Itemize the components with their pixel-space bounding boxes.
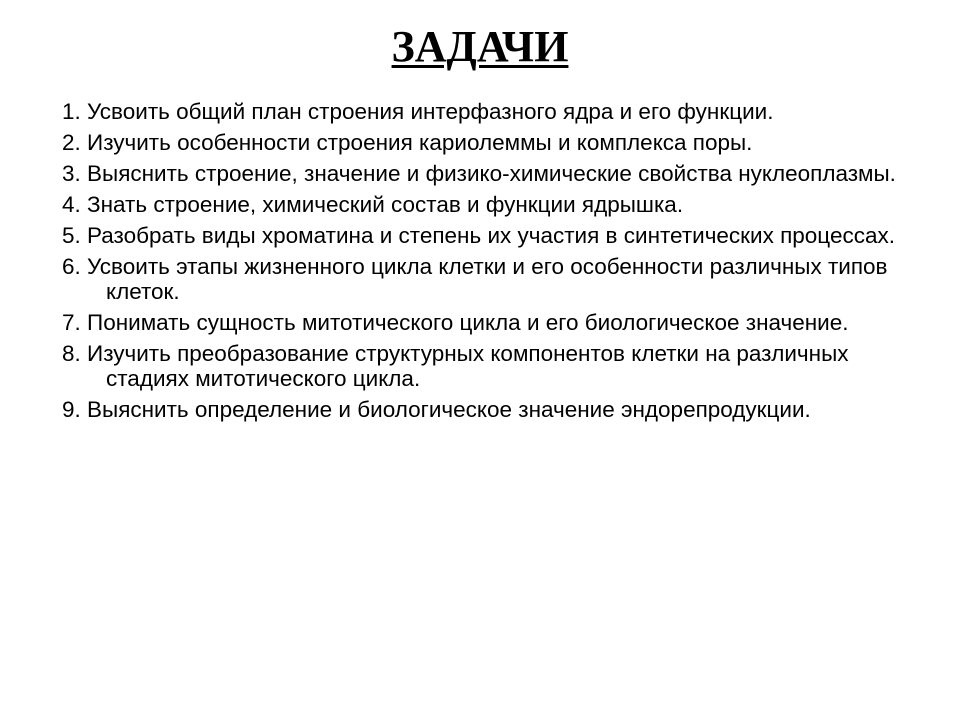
list-item: 8. Изучить преобразование структурных компонентов клетки на различных стадиях митотического цикла. [62, 341, 849, 391]
list-item: 7. Понимать сущность митотического цикла и его биологическое значение. [62, 310, 849, 335]
list-item: 3. Выяснить строение, значение и физико-химические свойства нуклеоплазмы. [62, 161, 896, 186]
list-item: 1. Усвоить общий план строения интерфазного ядра и его функции. [62, 99, 774, 124]
list-item: 2. Изучить особенности строения кариолеммы и комплекса поры. [62, 130, 753, 155]
page-title: ЗАДАЧИ [391, 22, 569, 71]
task-list [62, 99, 922, 428]
list-item: 4. Знать строение, химический состав и функции ядрышка. [62, 192, 684, 217]
list-item: 6. Усвоить этапы жизненного цикла клетки и его особенности различных типов клеток. [62, 254, 888, 304]
list-item: 9. Выяснить определение и биологическое значение эндорепродукции. [62, 397, 811, 422]
list-item: 5. Разобрать виды хроматина и степень их участия в синтетических процессах. [62, 223, 895, 248]
